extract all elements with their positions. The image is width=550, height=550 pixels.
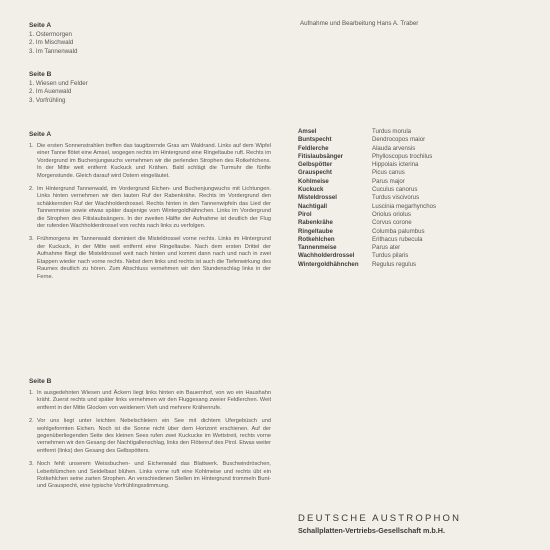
bird-row: Grauspecht Picus canus xyxy=(298,169,405,177)
brand-name: DEUTSCHE AUSTROPHON xyxy=(298,513,462,524)
description-paragraph: 1. Die ersten Sonnenstrahlen treffen das taugitzernde Gras am Waldrand. Links auf dem Wipfel einer Tanne flötet eine Amsel, wogegen rechts im Hintergrund eine Ringeltaube ruft. Rechts im Vordergrund im Buchenjungwuchs vernehmen wir die perlenden Strophen des Rotkehlchens. In der Mitte weit entfernt Kuckuck und Krähen. Bald schlägt die Turmuhr die fünfte Morgenstunde. Gleich darauf wird Ostern eingeläutet. xyxy=(29,143,271,179)
bird-row: Misteldrossel Turdus viscivorus xyxy=(298,194,420,202)
recording-credit: Aufnahme und Bearbeitung Hans A. Traber xyxy=(300,20,419,27)
bird-row: Wintergoldhähnchen Regulus regulus xyxy=(298,260,417,268)
bird-row: Rabenkrähe Corvus corone xyxy=(298,219,412,227)
track-item: 2. Im Mischwald xyxy=(29,39,74,47)
bird-species-list xyxy=(298,128,436,269)
description-paragraph: 2. Im Hintergrund Tannenwald, im Vordergrund Eichen- und Buchenjungwuchs mit Lichtungen. Links hinten vernehmen wir den lauten Ruf der Rabenkrähe. Rechts im Vordergrund den schäkkernden Ruf der Wachholderdrossel. Rechts hinten in den Tannenwipfeln das Lied der Tannenmeise sowie etwas später dasjenige vom Wintergoldhähnchen. Links im Vordergrund die Strophen des Fitislaubsängers. In der zweiten Hälfte der Aufnahme ist deutlich der Flug der rufenden Wachholderdrossel von rechts nach links zu verfolgen. xyxy=(29,186,271,230)
bird-row: Amsel Turdus morula xyxy=(298,128,412,135)
track-item: 3. Vorfrühling xyxy=(29,96,66,104)
bird-row: Nachtigall Luscinia megarhynchos xyxy=(298,202,437,210)
side-b-tracklist xyxy=(29,71,88,105)
side-a-track-items xyxy=(29,31,77,56)
side-a-text-heading: Seite A xyxy=(29,131,52,138)
bird-row: Tannenmeise Parus ater xyxy=(298,244,401,252)
label-brand xyxy=(298,513,461,535)
bird-row: Fitislaubsänger Phylloscopus trochilus xyxy=(298,152,433,160)
bird-row: Feldlerche Alauda arvensis xyxy=(298,144,416,152)
description-paragraph: 1. In ausgedehnten Wiesen und Äckern liegt links hinten ein Bauernhof, von wo ein Haushahn kräht. Zuerst rechts und später links vernehmen wir den Fluggesang zweier Feldlerchen. Weit entfernt in der Mitte Glocken von weidenem Vieh und mehrere Krähenrufe. xyxy=(29,390,271,411)
side-b-track-items xyxy=(29,80,88,105)
side-a-heading: Seite A xyxy=(29,22,52,29)
bird-row: Rotkehlchen Erithacus rubecula xyxy=(298,235,423,243)
description-paragraph: 3. Frühmorgens im Tannenwald dominiert die Misteldrossel vorne rechts. Links im Hintergrund der Kuckuck, in der Mitte weit entfernt eine Ringeltaube. Nach dem ersten Drittel der Aufnahme fliegt die Misteldrossel weit nach hinten und kommt dann nach und nach in zwei Etappen wieder nach vorne rechts. Nebst dem links und rechts ist auch die Tiefenwirkung des Raumes deutlich zu hören. Zum Abschluss vernehmen wir den Stundenschlag links in der Ferne. xyxy=(29,236,271,280)
track-item: 3. Im Tannenwald xyxy=(29,47,78,55)
bird-row: Kohlmeise Parus major xyxy=(298,177,405,185)
bird-row: Gelbspötter Hippolais icterina xyxy=(298,161,419,169)
side-b-heading: Seite B xyxy=(29,71,52,78)
bird-row: Wachholderdrossel Turdus pilaris xyxy=(298,252,409,260)
side-b-text-heading: Seite B xyxy=(29,378,52,385)
bird-row: Pirol Oriolus oriolus xyxy=(298,210,411,218)
description-paragraph: 2. Vor uns liegt unter leichten Nebelschleiern ein See mit dichtem Ufergebüsch und wohlgeformten Eichen. Noch ist die Sonne nicht über dem Horizont erschienen. Auf der gegenüberliegenden Seite des kleinen Sees rufen zwei Kuckucke im Wettstreit, rechts vorne vernehmen wir den Gesang der Nachtigallenschlag, links den Flötenruf des Pirol. Etwas weiter entfernt (links) den Gesang des Gelbspötters. xyxy=(29,418,271,454)
track-item: 1. Wiesen und Felder xyxy=(29,80,88,87)
bird-row: Ringeltaube Columba palumbus xyxy=(298,227,425,235)
track-item: 1. Ostermorgen xyxy=(29,31,72,38)
bird-row: Kuckuck Cuculus canorus xyxy=(298,186,418,194)
side-a-tracklist xyxy=(29,22,77,56)
track-item: 2. Im Auenwald xyxy=(29,88,72,96)
side-a-descriptions xyxy=(29,131,271,287)
description-paragraph: 3. Noch fehlt unserem Weissbuchen- und Eichenwald das Blattwerk. Buschwindröschen, Leberblümchen und Seidelbast blühen. Links vorne ruft eine Kohlmeise und rechts übt ein Rotkehlchen seine zarten Strophen. An verschiedenen Stellen im Hintergrund trommeln Bunt- und Grauspecht, eine typische Vorfrühlingsstimmung. xyxy=(29,461,271,490)
brand-company: Schallplatten-Vertriebs-Gesellschaft m.b.H. xyxy=(298,526,445,535)
side-b-descriptions xyxy=(29,378,271,497)
bird-row: Buntspecht Dendrocopos maior xyxy=(298,136,426,144)
